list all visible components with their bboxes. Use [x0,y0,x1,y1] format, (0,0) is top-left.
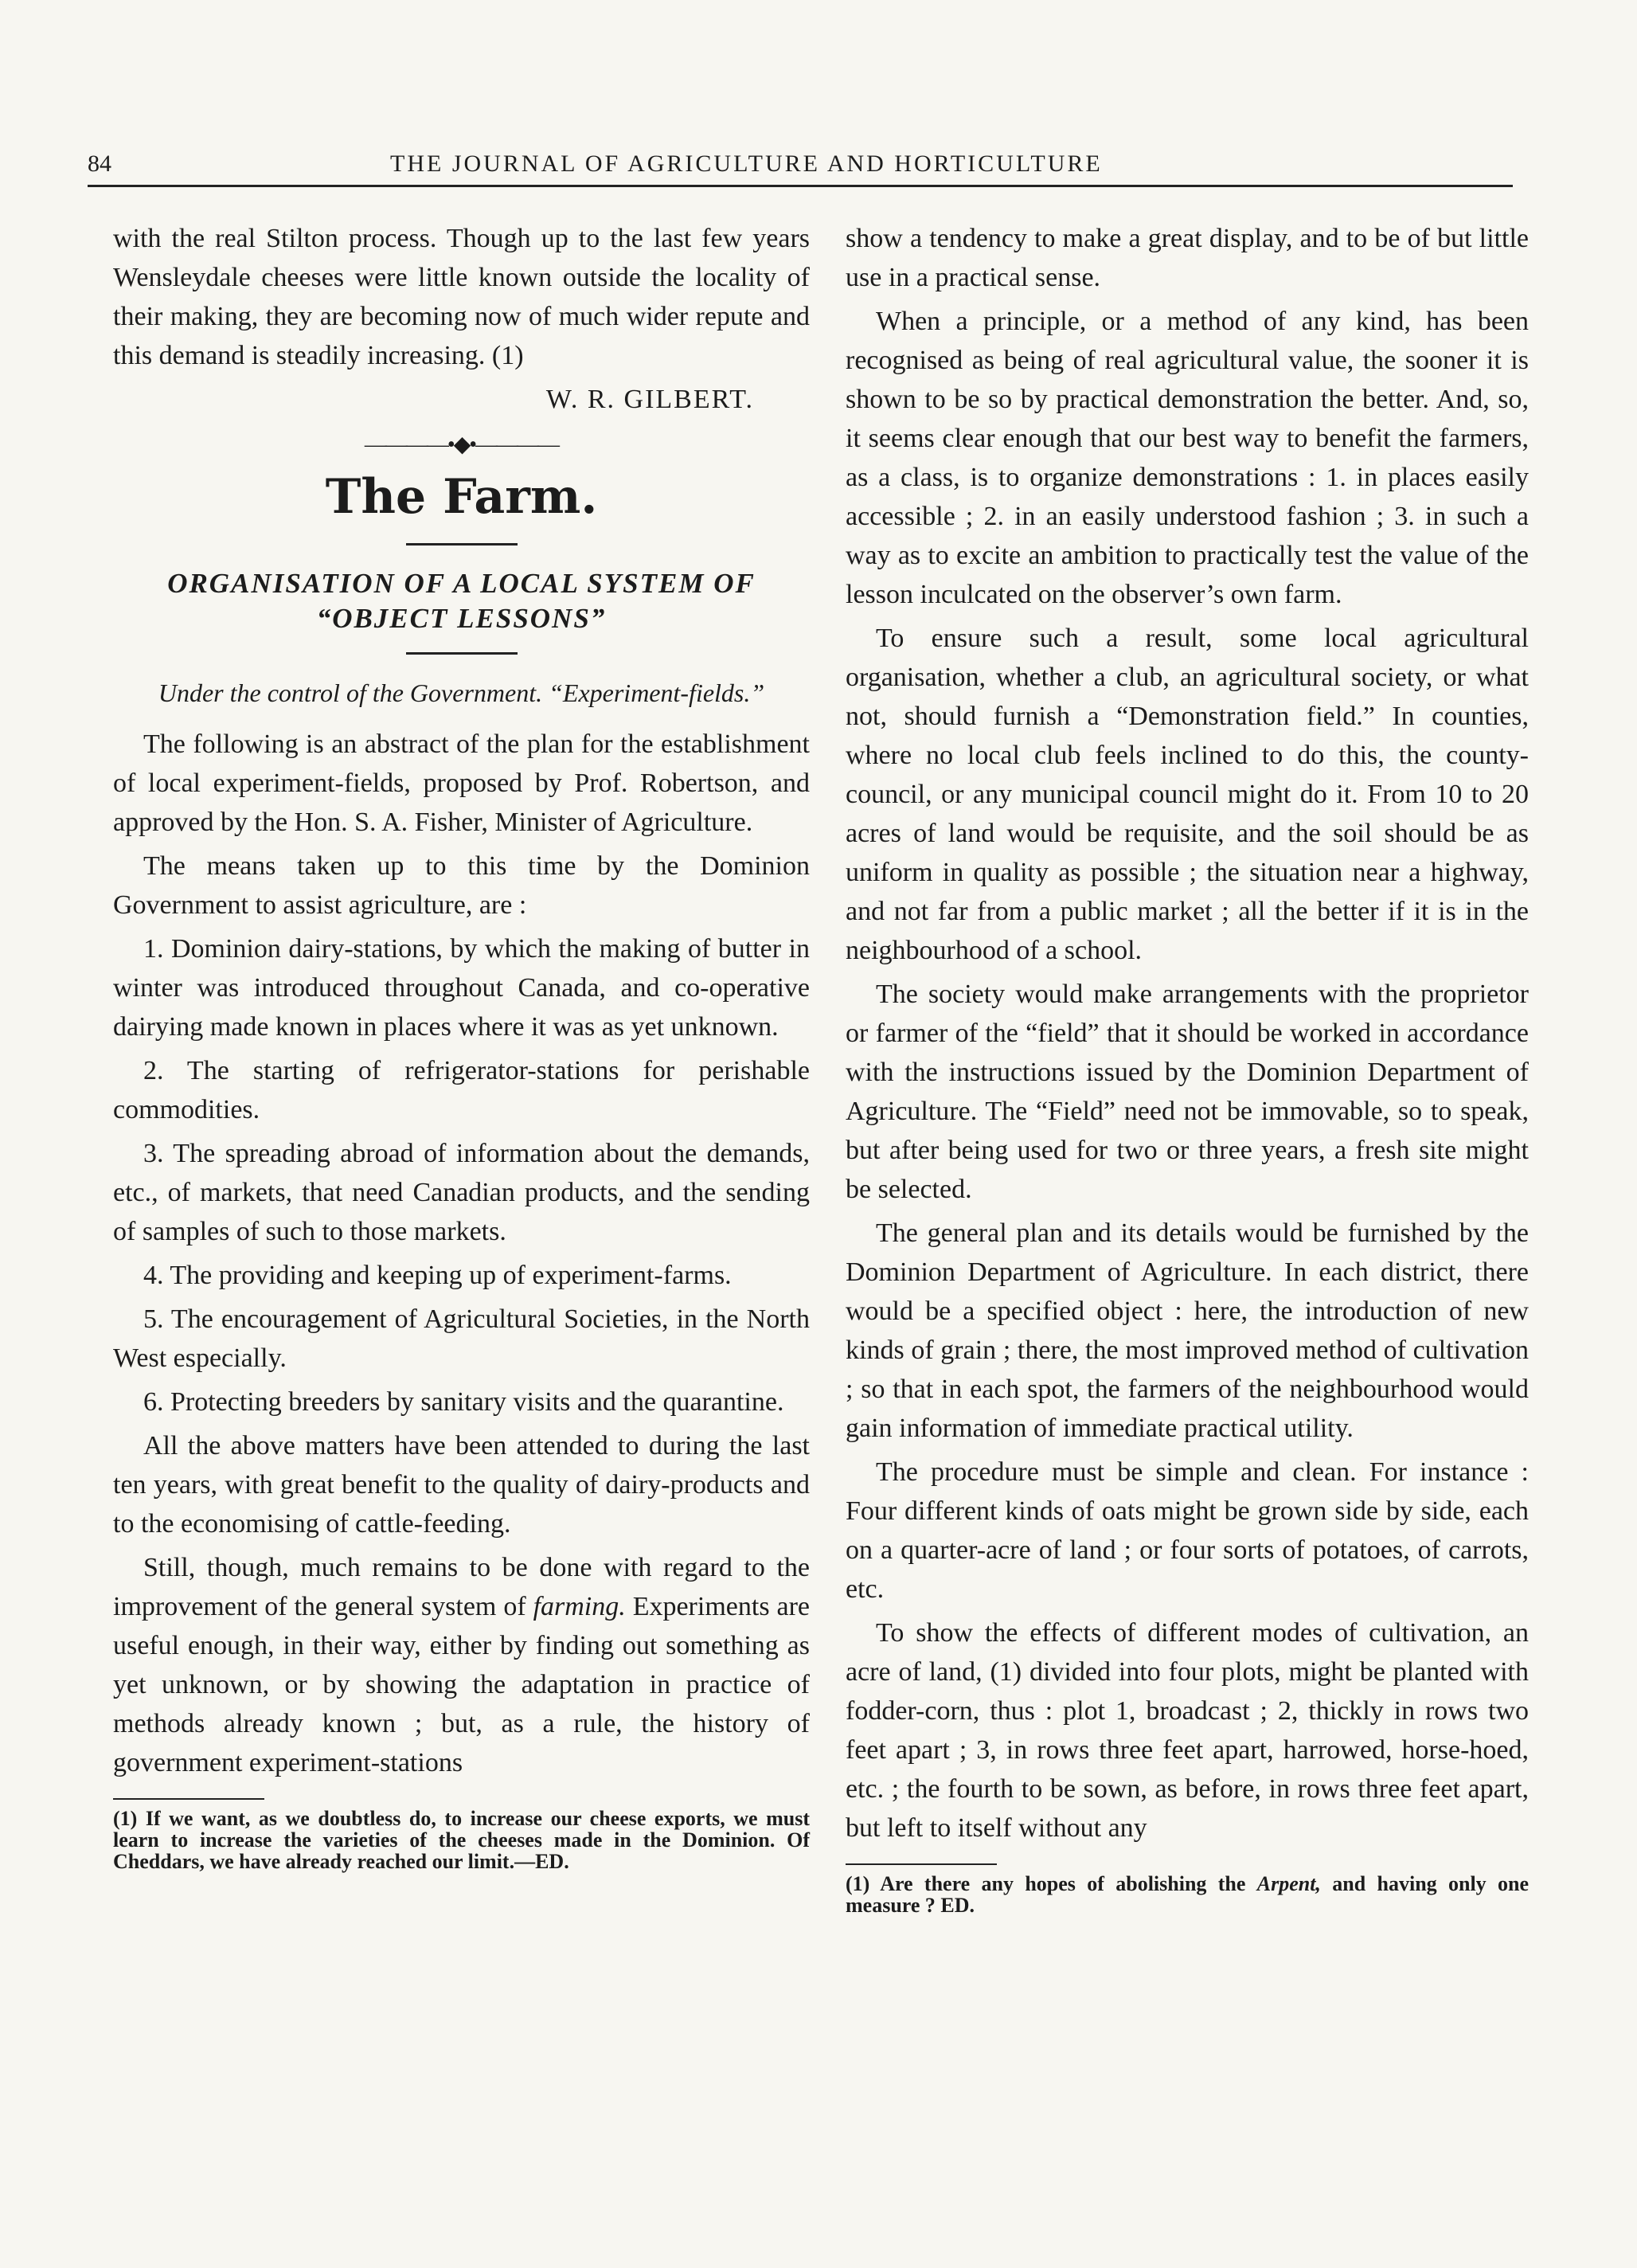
list-item-5: 5. The encouragement of Agricultural Societies, in the North West especially. [113,1304,810,1373]
footnote-left: (1) If we want, as we doubtless do, to increase our cheese exports, we must learn to increase the varieties of the cheeses made in the Dominion. Of Cheddars, we have already reached our limit.—ED. [113,1807,810,1873]
continued-paragraph-right: show a tendency to make a great display, and to be of but little use in a practical sense. [846,224,1529,292]
footnote-right-text-a: (1) Are there any hopes of abolishing the [846,1872,1257,1895]
footnote-rule [113,1798,264,1800]
paragraph-ensure: To ensure such a result, some local agricultural organisation, whether a club, an agricultural society, or what not, should furnish a “Demonstration field.” In counties, where no local club feels inclined to do this, the county-council, or any municipal council might do it. From 10 to 20 acres of land would be requisite, and the soil should be as uniform in quality as possible ; the situation near a highway, and not far from a public market ; all the better if it is in the neighbourhood of a school. [846,624,1529,965]
footnote-right-italic: Arpent, [1256,1872,1321,1895]
list-item-6: 6. Protecting breeders by sanitary visits and the quarantine. [143,1387,784,1417]
list-item-2: 2. The starting of refrigerator-stations for perishable commodities. [113,1056,810,1124]
paragraph-still [113,1548,810,1782]
article-subtitle: Under the control of the Government. “Experiment-fields.” [158,678,765,707]
list-item-1: 1. Dominion dairy-stations, by which the making of butter in winter was introduced throughout Canada, and co-operative dairying made known in places where it was as yet unknown. [113,934,810,1042]
left-column [113,219,810,1877]
article-title: ORGANISATION OF A LOCAL SYSTEM OF “OBJECT LESSONS” [167,568,756,634]
paragraph-still-text-b: Experiments are useful enough, in their way, either by finding out something as yet unknown, or by showing the adaptation in practice of methods already known ; but, as a rule, the history of government experiment-stations [113,1592,810,1777]
author-signature: W. R. GILBERT. [545,385,754,414]
paragraph-effects: To show the effects of different modes of cultivation, an acre of land, (1) divided into four plots, might be planted with fodder-corn, thus : plot 1, broadcast ; 2, thickly in rows two feet apart ; 3, in rows three feet apart, harrowed, horse-hoed, etc. ; the fourth to be sown, as before, in rows three feet apart, but left to itself without any [846,1618,1529,1843]
paragraph-means: The means taken up to this time by the Dominion Government to assist agriculture, are : [113,851,810,920]
running-title: THE JOURNAL OF AGRICULTURE AND HORTICULTURE [390,151,1103,177]
paragraph-attended: All the above matters have been attended to during the last ten years, with great benefit to the quality of dairy-products and to the economising of cattle-feeding. [113,1431,810,1539]
header-rule [88,185,1513,187]
right-column [846,219,1529,1921]
subtitle-rule [406,652,518,655]
continued-paragraph: with the real Stilton process. Though up to the last few years Wensleydale cheeses were little known outside the locality of their making, they are becoming now of much wider repute and this demand is steadily increasing. (1) [113,224,810,370]
paragraph-general-plan: The general plan and its details would be furnished by the Dominion Department of Agriculture. In each district, there would be a specified object : here, the introduction of new kinds of grain ; there, the most improved method of cultivation ; so that in each spot, the farmers of the neighbourhood would gain information of immediate practical utility. [846,1218,1529,1443]
paragraph-society: The society would make arrangements with the proprietor or farmer of the “field” that it should be worked in accordance with the instructions issued by the Dominion Department of Agriculture. The “Field” need not be immovable, so to speak, but after being used for two or three years, a fresh site might be selected. [846,980,1529,1204]
footnote-rule-right [846,1863,997,1865]
paragraph-still-text-a: Still, though, much remains to be done with regard to the improvement of the general system of [113,1553,810,1621]
section-divider-ornament: ————•◆•———— [364,432,559,457]
list-item-3: 3. The spreading abroad of information about the demands, etc., of markets, that need Canadian products, and the sending of samples of such to those markets. [113,1139,810,1246]
section-title: The Farm. [325,469,598,525]
paragraph-principle: When a principle, or a method of any kind, has been recognised as being of real agricultural value, the sooner it is shown to be so by practical demonstration the better. And, so, it seems clear enough that our best way to benefit the farmers, as a class, is to organize demonstrations : 1. in places easily accessible ; 2. in an easily understood fashion ; 3. in such a way as to excite an ambition to practically test the value of the lesson inculcated on the observer’s own farm. [846,307,1529,609]
list-item-4: 4. The providing and keeping up of experiment-farms. [143,1261,732,1290]
title-rule [406,543,518,545]
paragraph-procedure: The procedure must be simple and clean. For instance : Four different kinds of oats might be grown side by side, each on a quarter-acre of land ; or four sorts of potatoes, of carrots, etc. [846,1457,1529,1604]
footnote-right-text-b: and having only one measure ? ED. [846,1872,1530,1917]
paragraph-still-italic: farming. [533,1592,626,1621]
page-header [88,147,1513,187]
page-number: 84 [88,151,111,177]
footnote-right [846,1873,1529,1916]
paragraph-abstract: The following is an abstract of the plan for the establishment of local experiment-fields, proposed by Prof. Robertson, and approved by the Hon. S. A. Fisher, Minister of Agriculture. [113,729,810,837]
